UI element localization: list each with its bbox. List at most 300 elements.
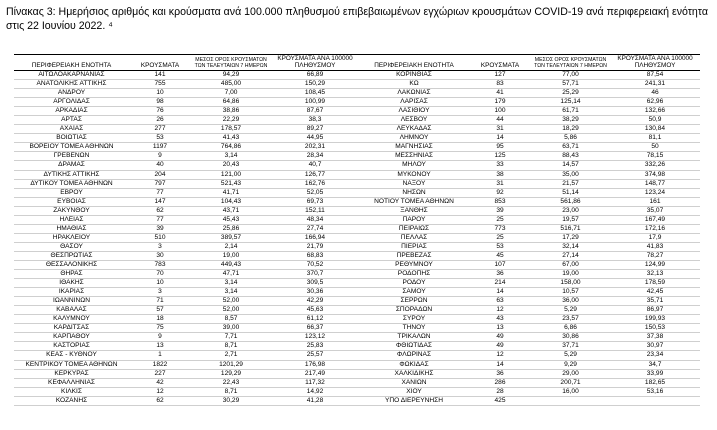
right-cases-cell: 13 bbox=[469, 324, 531, 333]
left-per100k-cell: 176,98 bbox=[271, 360, 359, 369]
right-region-cell: ΚΩ bbox=[359, 80, 469, 89]
left-per100k-cell: 89,27 bbox=[271, 125, 359, 134]
right-region-cell: ΣΑΜΟΥ bbox=[359, 288, 469, 297]
left-region-cell: ΗΜΑΘΙΑΣ bbox=[14, 224, 129, 233]
left-per100k-cell: 87,67 bbox=[271, 107, 359, 116]
left-avg-cell: 7,00 bbox=[191, 89, 271, 98]
table-row bbox=[14, 206, 700, 215]
left-cases-cell: 783 bbox=[129, 260, 191, 269]
right-per100k-cell: 33,99 bbox=[610, 369, 700, 378]
right-avg-cell: 36,00 bbox=[531, 297, 610, 306]
left-avg-cell: 7,71 bbox=[191, 333, 271, 342]
left-per100k-cell: 40,7 bbox=[271, 161, 359, 170]
table-row bbox=[14, 242, 700, 251]
right-cases-cell: 36 bbox=[469, 369, 531, 378]
left-per100k-cell: 38,3 bbox=[271, 116, 359, 125]
table-row bbox=[14, 324, 700, 333]
right-cases-cell: 214 bbox=[469, 279, 531, 288]
left-avg-cell: 22,43 bbox=[191, 378, 271, 387]
right-avg-cell: 125,14 bbox=[531, 98, 610, 107]
left-per100k-cell: 150,29 bbox=[271, 80, 359, 89]
right-per100k-cell: 23,34 bbox=[610, 351, 700, 360]
right-region-cell: ΠΑΡΟΥ bbox=[359, 215, 469, 224]
table-row bbox=[14, 224, 700, 233]
left-region-cell: ΗΛΕΙΑΣ bbox=[14, 215, 129, 224]
table-row bbox=[14, 80, 700, 89]
left-region-cell: ΚΙΛΚΙΣ bbox=[14, 387, 129, 396]
right-region-cell: ΛΗΜΝΟΥ bbox=[359, 134, 469, 143]
left-cases-cell: 76 bbox=[129, 107, 191, 116]
right-region-cell: ΛΑΡΙΣΑΣ bbox=[359, 98, 469, 107]
left-per100k-cell: 123,12 bbox=[271, 333, 359, 342]
right-per100k-cell: 50 bbox=[610, 143, 700, 152]
left-cases-cell: 9 bbox=[129, 333, 191, 342]
left-region-cell: ΙΩΑΝΝΙΝΩΝ bbox=[14, 297, 129, 306]
table-row bbox=[14, 170, 700, 179]
right-avg-cell: 5,29 bbox=[531, 306, 610, 315]
right-per100k-cell bbox=[610, 396, 700, 405]
left-avg-cell: 485,00 bbox=[191, 80, 271, 89]
left-cases-cell: 141 bbox=[129, 71, 191, 80]
left-avg-cell: 389,57 bbox=[191, 233, 271, 242]
left-cases-cell: 18 bbox=[129, 315, 191, 324]
right-per100k-cell: 86,97 bbox=[610, 306, 700, 315]
covid-cases-table-wrapper bbox=[14, 54, 700, 406]
right-avg-cell: 10,57 bbox=[531, 288, 610, 297]
header-per100k-right: ΚΡΟΥΣΜΑΤΑ ΑΝΑ 100000 ΠΛΗΘΥΣΜΟΥ bbox=[610, 55, 700, 71]
right-avg-cell bbox=[531, 396, 610, 405]
right-per100k-cell: 62,96 bbox=[610, 98, 700, 107]
right-region-cell: ΧΙΟΥ bbox=[359, 387, 469, 396]
right-per100k-cell: 35,07 bbox=[610, 206, 700, 215]
left-per100k-cell: 166,94 bbox=[271, 233, 359, 242]
table-row bbox=[14, 233, 700, 242]
left-cases-cell: 26 bbox=[129, 116, 191, 125]
right-avg-cell: 67,00 bbox=[531, 260, 610, 269]
covid-cases-table bbox=[14, 54, 700, 406]
left-per100k-cell: 152,11 bbox=[271, 206, 359, 215]
left-region-cell: ΙΚΑΡΙΑΣ bbox=[14, 288, 129, 297]
table-row bbox=[14, 197, 700, 206]
left-avg-cell: 3,14 bbox=[191, 279, 271, 288]
header-cases-right: ΚΡΟΥΣΜΑΤΑ bbox=[469, 55, 531, 71]
left-avg-cell: 8,57 bbox=[191, 315, 271, 324]
left-region-cell: ΑΧΑΪΑΣ bbox=[14, 125, 129, 134]
left-region-cell: ΑΡΚΑΔΙΑΣ bbox=[14, 107, 129, 116]
right-cases-cell: 95 bbox=[469, 143, 531, 152]
right-region-cell: ΠΕΙΡΑΙΩΣ bbox=[359, 224, 469, 233]
left-region-cell: ΒΟΙΩΤΙΑΣ bbox=[14, 134, 129, 143]
right-per100k-cell: 178,59 bbox=[610, 279, 700, 288]
right-avg-cell: 21,57 bbox=[531, 179, 610, 188]
right-region-cell: ΦΘΙΩΤΙΔΑΣ bbox=[359, 342, 469, 351]
right-region-cell: ΠΙΕΡΙΑΣ bbox=[359, 242, 469, 251]
right-per100k-cell: 123,24 bbox=[610, 188, 700, 197]
right-cases-cell: 49 bbox=[469, 342, 531, 351]
right-per100k-cell: 150,53 bbox=[610, 324, 700, 333]
header-avg-right: ΜΕΣΟΣ ΟΡΟΣ ΚΡΟΥΣΜΑΤΩΝ ΤΩΝ ΤΕΛΕΥΤΑΙΩΝ 7 ΗΜΕΡΩΝ bbox=[531, 55, 610, 71]
right-avg-cell: 18,29 bbox=[531, 125, 610, 134]
right-region-cell: ΝΟΤΙΟΥ ΤΟΜΕΑ ΑΘΗΝΩΝ bbox=[359, 197, 469, 206]
right-avg-cell: 38,29 bbox=[531, 116, 610, 125]
right-avg-cell: 17,29 bbox=[531, 233, 610, 242]
right-cases-cell: 125 bbox=[469, 152, 531, 161]
right-avg-cell: 77,00 bbox=[531, 71, 610, 80]
left-region-cell: ΒΟΡΕΙΟΥ ΤΟΜΕΑ ΑΘΗΝΩΝ bbox=[14, 143, 129, 152]
left-per100k-cell: 100,99 bbox=[271, 98, 359, 107]
right-cases-cell: 12 bbox=[469, 306, 531, 315]
table-row bbox=[14, 71, 700, 80]
right-cases-cell: 63 bbox=[469, 297, 531, 306]
left-region-cell: ΔΥΤΙΚΟΥ ΤΟΜΕΑ ΑΘΗΝΩΝ bbox=[14, 179, 129, 188]
right-avg-cell: 27,14 bbox=[531, 251, 610, 260]
table-row bbox=[14, 279, 700, 288]
right-avg-cell: 61,71 bbox=[531, 107, 610, 116]
right-cases-cell: 100 bbox=[469, 107, 531, 116]
table-row bbox=[14, 143, 700, 152]
left-avg-cell: 30,29 bbox=[191, 396, 271, 405]
left-cases-cell: 42 bbox=[129, 378, 191, 387]
table-row bbox=[14, 270, 700, 279]
table-row bbox=[14, 306, 700, 315]
right-avg-cell: 37,71 bbox=[531, 342, 610, 351]
left-per100k-cell: 68,83 bbox=[271, 251, 359, 260]
right-per100k-cell: 53,16 bbox=[610, 387, 700, 396]
right-avg-cell: 51,14 bbox=[531, 188, 610, 197]
right-cases-cell: 45 bbox=[469, 251, 531, 260]
right-per100k-cell: 87,54 bbox=[610, 71, 700, 80]
right-cases-cell: 14 bbox=[469, 134, 531, 143]
left-per100k-cell: 66,37 bbox=[271, 324, 359, 333]
left-per100k-cell: 45,63 bbox=[271, 306, 359, 315]
right-region-cell: ΛΑΚΩΝΙΑΣ bbox=[359, 89, 469, 98]
left-avg-cell: 41,43 bbox=[191, 134, 271, 143]
right-cases-cell: 53 bbox=[469, 242, 531, 251]
right-avg-cell: 14,57 bbox=[531, 161, 610, 170]
right-cases-cell: 39 bbox=[469, 206, 531, 215]
right-per100k-cell: 46 bbox=[610, 89, 700, 98]
right-cases-cell: 14 bbox=[469, 288, 531, 297]
left-avg-cell: 3,14 bbox=[191, 288, 271, 297]
right-per100k-cell: 32,13 bbox=[610, 270, 700, 279]
right-avg-cell: 29,00 bbox=[531, 369, 610, 378]
right-region-cell: ΠΕΛΛΑΣ bbox=[359, 233, 469, 242]
right-region-cell: ΝΗΣΩΝ bbox=[359, 188, 469, 197]
right-avg-cell: 19,00 bbox=[531, 270, 610, 279]
left-avg-cell: 178,57 bbox=[191, 125, 271, 134]
right-cases-cell: 49 bbox=[469, 333, 531, 342]
right-per100k-cell: 124,99 bbox=[610, 260, 700, 269]
left-avg-cell: 8,71 bbox=[191, 387, 271, 396]
right-region-cell: ΡΕΘΥΜΝΟΥ bbox=[359, 260, 469, 269]
right-avg-cell: 88,43 bbox=[531, 152, 610, 161]
left-avg-cell: 52,00 bbox=[191, 306, 271, 315]
right-region-cell: ΧΑΝΙΩΝ bbox=[359, 378, 469, 387]
table-row bbox=[14, 288, 700, 297]
table-row bbox=[14, 152, 700, 161]
right-cases-cell: 127 bbox=[469, 71, 531, 80]
left-cases-cell: 10 bbox=[129, 279, 191, 288]
left-per100k-cell: 70,52 bbox=[271, 260, 359, 269]
left-region-cell: ΙΘΑΚΗΣ bbox=[14, 279, 129, 288]
left-cases-cell: 277 bbox=[129, 125, 191, 134]
right-region-cell: ΜΗΛΟΥ bbox=[359, 161, 469, 170]
right-region-cell: ΣΥΡΟΥ bbox=[359, 315, 469, 324]
table-row bbox=[14, 251, 700, 260]
right-avg-cell: 25,29 bbox=[531, 89, 610, 98]
left-region-cell: ΚΕΡΚΥΡΑΣ bbox=[14, 369, 129, 378]
right-cases-cell: 286 bbox=[469, 378, 531, 387]
right-avg-cell: 5,86 bbox=[531, 134, 610, 143]
table-header-row bbox=[14, 55, 700, 71]
table-row bbox=[14, 98, 700, 107]
right-region-cell: ΜΑΓΝΗΣΙΑΣ bbox=[359, 143, 469, 152]
left-avg-cell: 521,43 bbox=[191, 179, 271, 188]
right-per100k-cell: 182,65 bbox=[610, 378, 700, 387]
left-cases-cell: 1822 bbox=[129, 360, 191, 369]
left-cases-cell: 40 bbox=[129, 161, 191, 170]
left-cases-cell: 797 bbox=[129, 179, 191, 188]
left-cases-cell: 204 bbox=[129, 170, 191, 179]
left-region-cell: ΚΑΡΔΙΤΣΑΣ bbox=[14, 324, 129, 333]
right-avg-cell: 23,57 bbox=[531, 315, 610, 324]
right-region-cell: ΞΑΝΘΗΣ bbox=[359, 206, 469, 215]
table-row bbox=[14, 387, 700, 396]
left-per100k-cell: 14,92 bbox=[271, 387, 359, 396]
left-region-cell: ΚΑΡΠΑΘΟΥ bbox=[14, 333, 129, 342]
left-region-cell: ΔΥΤΙΚΗΣ ΑΤΤΙΚΗΣ bbox=[14, 170, 129, 179]
left-cases-cell: 75 bbox=[129, 324, 191, 333]
right-per100k-cell: 199,93 bbox=[610, 315, 700, 324]
left-per100k-cell: 27,74 bbox=[271, 224, 359, 233]
right-per100k-cell: 167,49 bbox=[610, 215, 700, 224]
table-row bbox=[14, 215, 700, 224]
left-cases-cell: 13 bbox=[129, 342, 191, 351]
left-region-cell: ΖΑΚΥΝΘΟΥ bbox=[14, 206, 129, 215]
table-body bbox=[14, 71, 700, 406]
right-per100k-cell: 132,66 bbox=[610, 107, 700, 116]
right-region-cell: ΠΡΕΒΕΖΑΣ bbox=[359, 251, 469, 260]
left-per100k-cell: 44,95 bbox=[271, 134, 359, 143]
right-per100k-cell: 148,77 bbox=[610, 179, 700, 188]
left-region-cell: ΑΙΤΩΛΟΑΚΑΡΝΑΝΙΑΣ bbox=[14, 71, 129, 80]
table-row bbox=[14, 333, 700, 342]
left-avg-cell: 52,00 bbox=[191, 297, 271, 306]
header-cases-left: ΚΡΟΥΣΜΑΤΑ bbox=[129, 55, 191, 71]
left-region-cell: ΚΑΒΑΛΑΣ bbox=[14, 306, 129, 315]
table-row bbox=[14, 378, 700, 387]
left-region-cell: ΚΕΦΑΛΛΗΝΙΑΣ bbox=[14, 378, 129, 387]
right-region-cell: ΡΟΔΟΥ bbox=[359, 279, 469, 288]
left-region-cell: ΘΕΣΣΑΛΟΝΙΚΗΣ bbox=[14, 260, 129, 269]
right-avg-cell: 6,86 bbox=[531, 324, 610, 333]
right-per100k-cell: 81,1 bbox=[610, 134, 700, 143]
left-region-cell: ΚΑΛΥΜΝΟΥ bbox=[14, 315, 129, 324]
right-cases-cell: 92 bbox=[469, 188, 531, 197]
right-avg-cell: 9,29 bbox=[531, 360, 610, 369]
right-region-cell: ΤΡΙΚΑΛΩΝ bbox=[359, 333, 469, 342]
right-avg-cell: 30,86 bbox=[531, 333, 610, 342]
right-region-cell: ΣΕΡΡΩΝ bbox=[359, 297, 469, 306]
left-avg-cell: 25,86 bbox=[191, 224, 271, 233]
table-row bbox=[14, 351, 700, 360]
left-avg-cell: 1201,29 bbox=[191, 360, 271, 369]
left-cases-cell: 755 bbox=[129, 80, 191, 89]
left-per100k-cell: 126,77 bbox=[271, 170, 359, 179]
right-cases-cell: 425 bbox=[469, 396, 531, 405]
right-per100k-cell: 35,71 bbox=[610, 297, 700, 306]
right-cases-cell: 43 bbox=[469, 315, 531, 324]
left-per100k-cell: 217,49 bbox=[271, 369, 359, 378]
left-avg-cell: 19,00 bbox=[191, 251, 271, 260]
table-row bbox=[14, 360, 700, 369]
right-cases-cell: 44 bbox=[469, 116, 531, 125]
left-per100k-cell: 42,29 bbox=[271, 297, 359, 306]
left-per100k-cell: 52,05 bbox=[271, 188, 359, 197]
left-region-cell: ΓΡΕΒΕΝΩΝ bbox=[14, 152, 129, 161]
left-per100k-cell: 66,89 bbox=[271, 71, 359, 80]
right-region-cell: ΣΠΟΡΑΔΩΝ bbox=[359, 306, 469, 315]
left-avg-cell: 129,29 bbox=[191, 369, 271, 378]
left-avg-cell: 2,14 bbox=[191, 242, 271, 251]
right-per100k-cell: 78,27 bbox=[610, 251, 700, 260]
right-avg-cell: 57,71 bbox=[531, 80, 610, 89]
left-avg-cell: 22,29 bbox=[191, 116, 271, 125]
left-region-cell: ΑΡΓΟΛΙΔΑΣ bbox=[14, 98, 129, 107]
left-per100k-cell: 25,57 bbox=[271, 351, 359, 360]
right-per100k-cell: 332,26 bbox=[610, 161, 700, 170]
right-cases-cell: 14 bbox=[469, 360, 531, 369]
right-per100k-cell: 374,98 bbox=[610, 170, 700, 179]
right-avg-cell: 158,00 bbox=[531, 279, 610, 288]
table-row bbox=[14, 107, 700, 116]
left-avg-cell: 94,29 bbox=[191, 71, 271, 80]
left-avg-cell: 764,86 bbox=[191, 143, 271, 152]
right-cases-cell: 31 bbox=[469, 179, 531, 188]
left-per100k-cell: 28,34 bbox=[271, 152, 359, 161]
left-per100k-cell: 309,5 bbox=[271, 279, 359, 288]
right-avg-cell: 16,00 bbox=[531, 387, 610, 396]
table-row bbox=[14, 188, 700, 197]
left-region-cell: ΚΕΑΣ - ΚΥΘΝΟΥ bbox=[14, 351, 129, 360]
left-region-cell: ΕΥΒΟΙΑΣ bbox=[14, 197, 129, 206]
left-cases-cell: 62 bbox=[129, 396, 191, 405]
right-cases-cell: 773 bbox=[469, 224, 531, 233]
header-region-right: ΠΕΡΙΦΕΡΕΙΑΚΗ ΕΝΟΤΗΤΑ bbox=[359, 55, 469, 71]
left-avg-cell: 20,43 bbox=[191, 161, 271, 170]
right-per100k-cell: 130,84 bbox=[610, 125, 700, 134]
left-region-cell: ΘΗΡΑΣ bbox=[14, 270, 129, 279]
left-avg-cell: 3,14 bbox=[191, 152, 271, 161]
table-row bbox=[14, 89, 700, 98]
left-cases-cell: 70 bbox=[129, 270, 191, 279]
left-per100k-cell: 25,83 bbox=[271, 342, 359, 351]
right-avg-cell: 35,00 bbox=[531, 170, 610, 179]
table-row bbox=[14, 134, 700, 143]
right-cases-cell: 25 bbox=[469, 233, 531, 242]
right-per100k-cell: 78,15 bbox=[610, 152, 700, 161]
table-caption: Πίνακας 3: Ημερήσιος αριθμός και κρούσματα ανά 100.000 πληθυσμού επιβεβαιωμένων εγχώριων κρουσμάτων COVID-19 ανά περιφερειακή ενότητα στις 22 Ιουνίου 2022. ⁴ bbox=[6, 6, 708, 32]
left-cases-cell: 227 bbox=[129, 369, 191, 378]
left-cases-cell: 10 bbox=[129, 89, 191, 98]
left-avg-cell: 39,00 bbox=[191, 324, 271, 333]
right-region-cell: ΧΑΛΚΙΔΙΚΗΣ bbox=[359, 369, 469, 378]
left-avg-cell: 45,43 bbox=[191, 215, 271, 224]
left-per100k-cell: 48,34 bbox=[271, 215, 359, 224]
left-cases-cell: 62 bbox=[129, 206, 191, 215]
right-avg-cell: 516,71 bbox=[531, 224, 610, 233]
table-row bbox=[14, 116, 700, 125]
right-cases-cell: 25 bbox=[469, 215, 531, 224]
table-row bbox=[14, 315, 700, 324]
table-row bbox=[14, 125, 700, 134]
left-region-cell: ΘΕΣΠΡΩΤΙΑΣ bbox=[14, 251, 129, 260]
table-row bbox=[14, 179, 700, 188]
left-avg-cell: 41,71 bbox=[191, 188, 271, 197]
left-per100k-cell: 21,79 bbox=[271, 242, 359, 251]
right-per100k-cell: 17,9 bbox=[610, 233, 700, 242]
left-cases-cell: 98 bbox=[129, 98, 191, 107]
right-avg-cell: 561,86 bbox=[531, 197, 610, 206]
right-region-cell: ΛΕΣΒΟΥ bbox=[359, 116, 469, 125]
right-cases-cell: 107 bbox=[469, 260, 531, 269]
left-cases-cell: 3 bbox=[129, 242, 191, 251]
left-avg-cell: 38,86 bbox=[191, 107, 271, 116]
table-row bbox=[14, 260, 700, 269]
left-cases-cell: 1 bbox=[129, 351, 191, 360]
right-cases-cell: 36 bbox=[469, 270, 531, 279]
left-region-cell: ΕΒΡΟΥ bbox=[14, 188, 129, 197]
left-avg-cell: 121,00 bbox=[191, 170, 271, 179]
left-cases-cell: 53 bbox=[129, 134, 191, 143]
left-per100k-cell: 30,36 bbox=[271, 288, 359, 297]
left-region-cell: ΘΑΣΟΥ bbox=[14, 242, 129, 251]
left-avg-cell: 104,43 bbox=[191, 197, 271, 206]
left-cases-cell: 71 bbox=[129, 297, 191, 306]
right-avg-cell: 32,14 bbox=[531, 242, 610, 251]
right-per100k-cell: 161 bbox=[610, 197, 700, 206]
right-per100k-cell: 41,83 bbox=[610, 242, 700, 251]
left-cases-cell: 9 bbox=[129, 152, 191, 161]
right-cases-cell: 179 bbox=[469, 98, 531, 107]
right-cases-cell: 83 bbox=[469, 80, 531, 89]
left-region-cell: ΚΟΖΑΝΗΣ bbox=[14, 396, 129, 405]
right-region-cell: ΦΩΚΙΔΑΣ bbox=[359, 360, 469, 369]
right-per100k-cell: 172,16 bbox=[610, 224, 700, 233]
right-cases-cell: 31 bbox=[469, 125, 531, 134]
right-region-cell: ΦΛΩΡΙΝΑΣ bbox=[359, 351, 469, 360]
right-region-cell: ΚΟΡΙΝΘΙΑΣ bbox=[359, 71, 469, 80]
right-region-cell: ΛΕΥΚΑΔΑΣ bbox=[359, 125, 469, 134]
right-avg-cell: 5,29 bbox=[531, 351, 610, 360]
left-avg-cell: 64,86 bbox=[191, 98, 271, 107]
left-region-cell: ΑΡΤΑΣ bbox=[14, 116, 129, 125]
right-cases-cell: 33 bbox=[469, 161, 531, 170]
left-cases-cell: 57 bbox=[129, 306, 191, 315]
left-per100k-cell: 370,7 bbox=[271, 270, 359, 279]
left-region-cell: ΗΡΑΚΛΕΙΟΥ bbox=[14, 233, 129, 242]
left-cases-cell: 147 bbox=[129, 197, 191, 206]
left-cases-cell: 77 bbox=[129, 188, 191, 197]
left-region-cell: ΚΕΝΤΡΙΚΟΥ ΤΟΜΕΑ ΑΘΗΝΩΝ bbox=[14, 360, 129, 369]
right-cases-cell: 12 bbox=[469, 351, 531, 360]
left-cases-cell: 39 bbox=[129, 224, 191, 233]
left-avg-cell: 8,71 bbox=[191, 342, 271, 351]
left-per100k-cell: 69,73 bbox=[271, 197, 359, 206]
left-cases-cell: 12 bbox=[129, 387, 191, 396]
right-region-cell: ΜΕΣΣΗΝΙΑΣ bbox=[359, 152, 469, 161]
right-per100k-cell: 30,97 bbox=[610, 342, 700, 351]
